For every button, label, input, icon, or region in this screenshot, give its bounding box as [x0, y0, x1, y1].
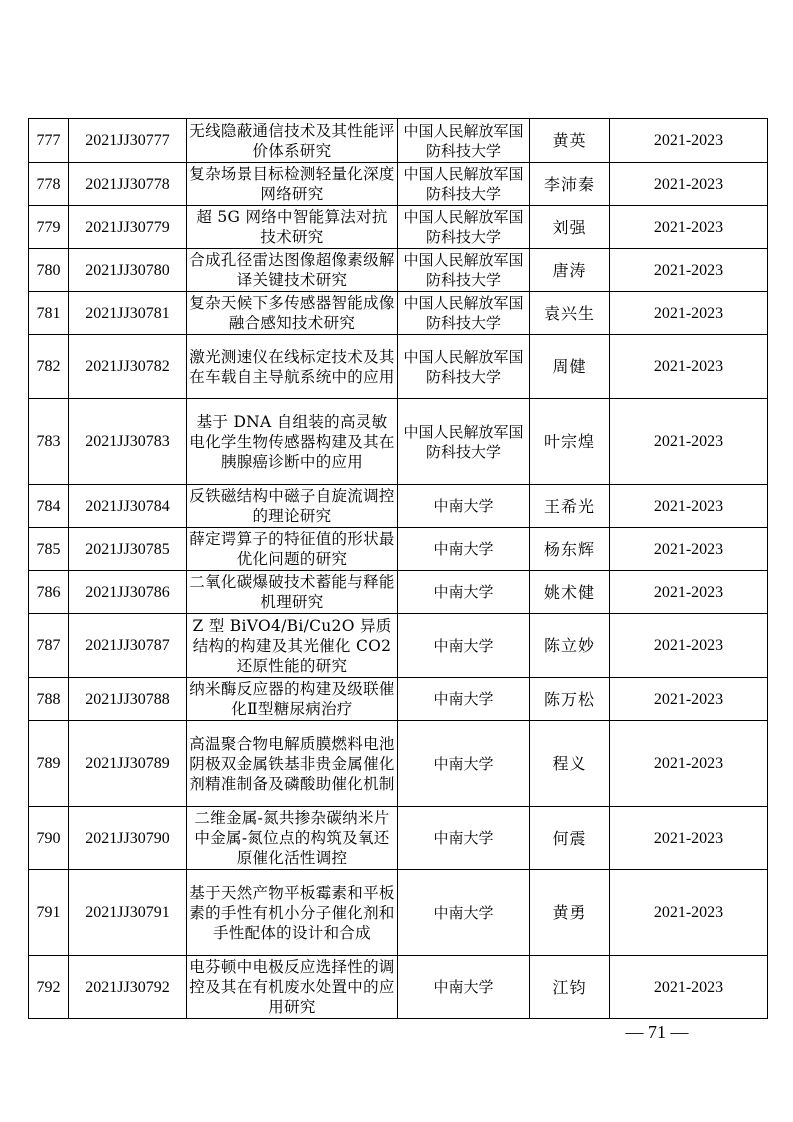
row-number: 781 — [29, 292, 69, 335]
project-title: 复杂场景目标检测轻量化深度网络研究 — [187, 163, 398, 206]
table-row — [29, 870, 768, 956]
project-period: 2021-2023 — [610, 807, 768, 870]
row-number: 789 — [29, 721, 69, 807]
project-period: 2021-2023 — [610, 528, 768, 571]
project-leader: 袁兴生 — [530, 292, 610, 335]
project-code: 2021JJ30777 — [69, 119, 187, 163]
project-leader: 江钧 — [530, 956, 610, 1019]
table-row — [29, 206, 768, 249]
project-title: 复杂天候下多传感器智能成像融合感知技术研究 — [187, 292, 398, 335]
row-number: 782 — [29, 335, 69, 399]
project-title: 超 5G 网络中智能算法对抗技术研究 — [187, 206, 398, 249]
project-leader: 姚术健 — [530, 571, 610, 614]
project-leader: 何震 — [530, 807, 610, 870]
institution: 中国人民解放军国防科技大学 — [398, 335, 530, 399]
project-period: 2021-2023 — [610, 399, 768, 485]
project-title: 无线隐蔽通信技术及其性能评价体系研究 — [187, 119, 398, 163]
table-row — [29, 292, 768, 335]
table-row — [29, 614, 768, 678]
table-row — [29, 807, 768, 870]
row-number: 784 — [29, 485, 69, 528]
institution: 中南大学 — [398, 528, 530, 571]
row-number: 788 — [29, 678, 69, 721]
project-leader: 李沛秦 — [530, 163, 610, 206]
project-title: 反铁磁结构中磁子自旋流调控的理论研究 — [187, 485, 398, 528]
table-row — [29, 249, 768, 292]
row-number: 790 — [29, 807, 69, 870]
project-title: 基于天然产物平板霉素和平板素的手性有机小分子催化剂和手性配体的设计和合成 — [187, 870, 398, 956]
project-period: 2021-2023 — [610, 119, 768, 163]
project-code: 2021JJ30785 — [69, 528, 187, 571]
project-leader: 叶宗煌 — [530, 399, 610, 485]
project-code: 2021JJ30792 — [69, 956, 187, 1019]
row-number: 792 — [29, 956, 69, 1019]
project-title: 二维金属-氮共掺杂碳纳米片中金属-氮位点的构筑及氧还原催化活性调控 — [187, 807, 398, 870]
institution: 中南大学 — [398, 721, 530, 807]
institution: 中南大学 — [398, 870, 530, 956]
project-code: 2021JJ30790 — [69, 807, 187, 870]
project-title: 二氧化碳爆破技术蓄能与释能机理研究 — [187, 571, 398, 614]
project-period: 2021-2023 — [610, 571, 768, 614]
project-code: 2021JJ30791 — [69, 870, 187, 956]
table-row — [29, 119, 768, 163]
project-period: 2021-2023 — [610, 678, 768, 721]
project-leader: 黄勇 — [530, 870, 610, 956]
table-row — [29, 399, 768, 485]
table-row — [29, 528, 768, 571]
project-code: 2021JJ30783 — [69, 399, 187, 485]
institution: 中国人民解放军国防科技大学 — [398, 119, 530, 163]
project-leader: 周健 — [530, 335, 610, 399]
institution: 中国人民解放军国防科技大学 — [398, 292, 530, 335]
project-title: 激光测速仪在线标定技术及其在车载自主导航系统中的应用 — [187, 335, 398, 399]
row-number: 786 — [29, 571, 69, 614]
project-period: 2021-2023 — [610, 870, 768, 956]
project-code: 2021JJ30780 — [69, 249, 187, 292]
project-code: 2021JJ30787 — [69, 614, 187, 678]
row-number: 777 — [29, 119, 69, 163]
row-number: 785 — [29, 528, 69, 571]
project-period: 2021-2023 — [610, 163, 768, 206]
table-row — [29, 335, 768, 399]
institution: 中南大学 — [398, 678, 530, 721]
project-code: 2021JJ30784 — [69, 485, 187, 528]
table-row — [29, 956, 768, 1019]
project-title: 高温聚合物电解质膜燃料电池阴极双金属铁基非贵金属催化剂精准制备及磷酸助催化机制 — [187, 721, 398, 807]
project-period: 2021-2023 — [610, 485, 768, 528]
project-period: 2021-2023 — [610, 249, 768, 292]
project-code: 2021JJ30779 — [69, 206, 187, 249]
project-leader: 刘强 — [530, 206, 610, 249]
project-title: Z 型 BiVO4/Bi/Cu2O 异质结构的构建及其光催化 CO2 还原性能的研究 — [187, 614, 398, 678]
project-code: 2021JJ30781 — [69, 292, 187, 335]
table-row — [29, 163, 768, 206]
project-period: 2021-2023 — [610, 206, 768, 249]
project-period: 2021-2023 — [610, 614, 768, 678]
project-leader: 程义 — [530, 721, 610, 807]
row-number: 783 — [29, 399, 69, 485]
project-code: 2021JJ30778 — [69, 163, 187, 206]
project-leader: 黄英 — [530, 119, 610, 163]
row-number: 780 — [29, 249, 69, 292]
project-leader: 王希光 — [530, 485, 610, 528]
institution: 中国人民解放军国防科技大学 — [398, 206, 530, 249]
project-code: 2021JJ30782 — [69, 335, 187, 399]
project-code: 2021JJ30786 — [69, 571, 187, 614]
project-period: 2021-2023 — [610, 292, 768, 335]
row-number: 779 — [29, 206, 69, 249]
project-period: 2021-2023 — [610, 721, 768, 807]
institution: 中南大学 — [398, 614, 530, 678]
project-leader: 唐涛 — [530, 249, 610, 292]
institution: 中国人民解放军国防科技大学 — [398, 163, 530, 206]
project-period: 2021-2023 — [610, 335, 768, 399]
project-period: 2021-2023 — [610, 956, 768, 1019]
projects-table — [28, 118, 768, 1019]
project-code: 2021JJ30789 — [69, 721, 187, 807]
institution: 中南大学 — [398, 956, 530, 1019]
table-row — [29, 721, 768, 807]
project-title: 电芬顿中电极反应选择性的调控及其在有机废水处置中的应用研究 — [187, 956, 398, 1019]
table-row — [29, 571, 768, 614]
project-leader: 杨东辉 — [530, 528, 610, 571]
row-number: 791 — [29, 870, 69, 956]
row-number: 787 — [29, 614, 69, 678]
table-row — [29, 485, 768, 528]
table-row — [29, 678, 768, 721]
project-title: 基于 DNA 自组装的高灵敏电化学生物传感器构建及其在胰腺癌诊断中的应用 — [187, 399, 398, 485]
project-leader: 陈立妙 — [530, 614, 610, 678]
institution: 中南大学 — [398, 571, 530, 614]
institution: 中国人民解放军国防科技大学 — [398, 399, 530, 485]
institution: 中南大学 — [398, 807, 530, 870]
project-title: 纳米酶反应器的构建及级联催化Ⅱ型糖尿病治疗 — [187, 678, 398, 721]
project-code: 2021JJ30788 — [69, 678, 187, 721]
project-title: 合成孔径雷达图像超像素级解译关键技术研究 — [187, 249, 398, 292]
project-leader: 陈万松 — [530, 678, 610, 721]
institution: 中国人民解放军国防科技大学 — [398, 249, 530, 292]
project-title: 薛定谔算子的特征值的形状最优化问题的研究 — [187, 528, 398, 571]
row-number: 778 — [29, 163, 69, 206]
page-number: — 71 — — [625, 1022, 689, 1042]
institution: 中南大学 — [398, 485, 530, 528]
